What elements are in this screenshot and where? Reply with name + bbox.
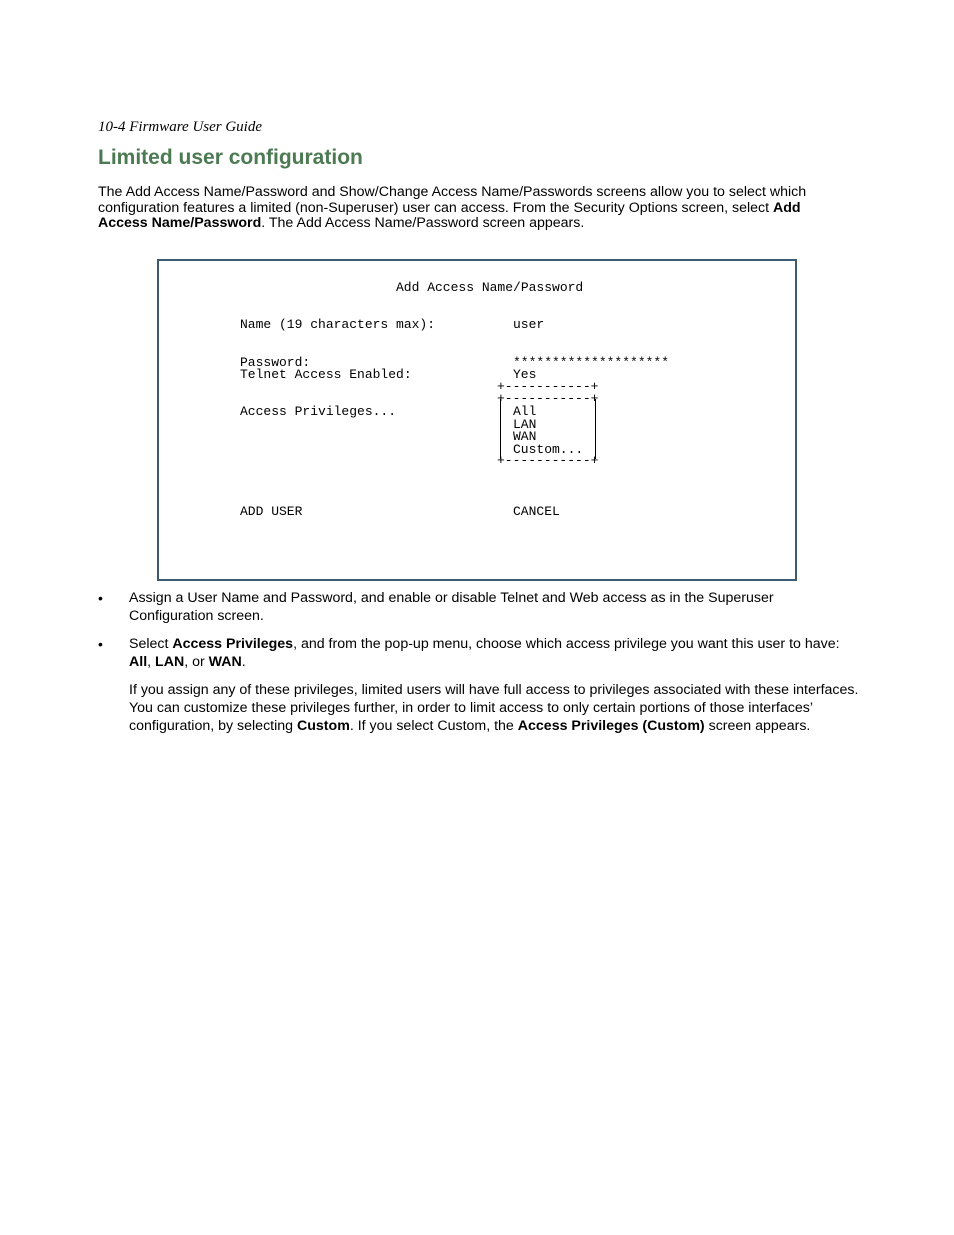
menu-border-mid: +-----------+ bbox=[497, 391, 599, 406]
bold-term: All bbox=[129, 654, 148, 670]
followup-text: screen appears. bbox=[704, 718, 811, 734]
bold-term: WAN bbox=[208, 654, 242, 670]
intro-paragraph bbox=[98, 185, 833, 232]
add-user-button[interactable]: ADD USER bbox=[240, 504, 303, 519]
password-label: Password: bbox=[240, 355, 311, 370]
section-title: Limited user configuration bbox=[98, 146, 363, 169]
telnet-value: Yes bbox=[513, 367, 537, 382]
intro-bold-term: Add Access Name/Password bbox=[98, 199, 801, 232]
menu-option-custom[interactable]: Custom... bbox=[513, 442, 584, 457]
access-privileges-label: Access Privileges... bbox=[240, 404, 397, 419]
name-label: Name (19 characters max): bbox=[240, 317, 436, 332]
menu-border-top: +-----------+ bbox=[497, 379, 599, 394]
menu-option-wan[interactable]: WAN bbox=[513, 429, 537, 444]
separator: , bbox=[147, 654, 156, 670]
menu-right-border bbox=[595, 399, 596, 459]
bullet-marker: • bbox=[98, 590, 103, 606]
menu-left-border bbox=[500, 399, 501, 459]
followup-paragraph bbox=[129, 681, 859, 735]
cancel-button[interactable]: CANCEL bbox=[513, 504, 560, 519]
bullet-marker: • bbox=[98, 636, 103, 652]
bold-term: Access Privileges bbox=[172, 636, 294, 652]
screen-title: Add Access Name/Password bbox=[396, 280, 584, 295]
password-value: ******************** bbox=[513, 355, 670, 370]
separator: , or bbox=[184, 654, 209, 670]
bold-term: Access Privileges (Custom) bbox=[517, 718, 705, 734]
followup-text: If you assign any of these privileges, limited users will have full access to privileges associated with these interfaces. You can customize these privileges further, in order to limit access to only certain portions of those interfaces’ configuration, by selecting bbox=[129, 682, 859, 734]
terminal-screen-figure bbox=[157, 259, 797, 581]
bold-term: Custom bbox=[297, 718, 350, 734]
intro-text-end: . The Add Access Name/Password screen appears. bbox=[261, 215, 585, 232]
bold-term: LAN bbox=[155, 654, 185, 670]
bullet-item-select bbox=[129, 635, 859, 671]
bullet-item-assign: Assign a User Name and Password, and enable or disable Telnet and Web access as in the Superuser Configuration screen. bbox=[129, 590, 774, 624]
name-value: user bbox=[513, 317, 545, 332]
followup-text: . If you select Custom, the bbox=[349, 718, 518, 734]
menu-option-all[interactable]: All bbox=[513, 404, 537, 419]
separator: . bbox=[241, 654, 246, 670]
telnet-label: Telnet Access Enabled: bbox=[240, 367, 412, 382]
bullet-text: Select bbox=[129, 636, 173, 652]
intro-text: The Add Access Name/Password and Show/Change Access Name/Passwords screens allow you to select which configuration features a limited (non-Superuser) user can access. From the Security Options screen, select bbox=[98, 184, 807, 216]
menu-border-bottom: +-----------+ bbox=[497, 453, 599, 468]
bullet-text: , and from the pop-up menu, choose which access privilege you want this user to have: bbox=[293, 636, 840, 652]
running-header: 10-4 Firmware User Guide bbox=[98, 119, 263, 135]
menu-option-lan[interactable]: LAN bbox=[513, 417, 537, 432]
